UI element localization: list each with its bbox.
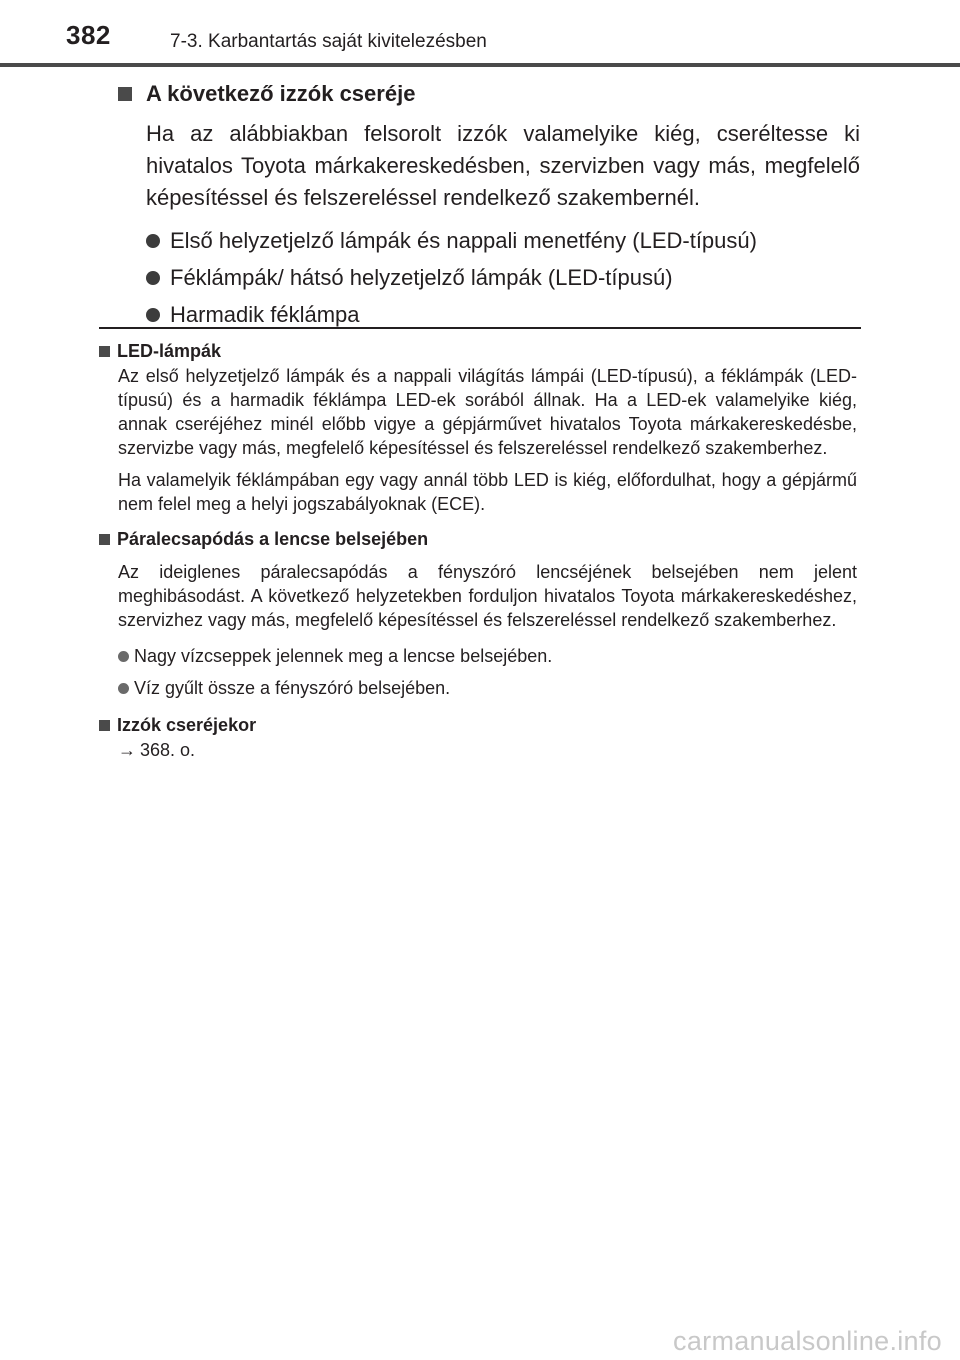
header-rule xyxy=(0,63,960,67)
list-item-text: Nagy vízcseppek jelennek meg a lencse belsejében. xyxy=(134,645,553,666)
arrow-right-icon: → xyxy=(118,740,136,760)
square-bullet-icon xyxy=(118,87,132,101)
round-bullet-icon xyxy=(146,308,160,322)
note-heading-condensation xyxy=(99,526,857,552)
note-paragraph: Az első helyzetjelző lámpák és a nappali világítás lámpái (LED-típusú), a féklámpák (LED-típusú) és a harmadik féklámpa LED-ek sorából állnak. Ha a LED-ek valamelyike kiég, annak cseréjéhez minél előbb vigye a gépjárművet hivatalos Toyota márkakereskedésbe, szervizbe vagy más, megfelelő képesítéssel és felszereléssel rendelkező szakemberhez. xyxy=(118,366,857,458)
list-item-text: Víz gyűlt össze a fényszóró belsejében. xyxy=(134,677,451,698)
watermark: carmanualsonline.info xyxy=(673,1326,942,1356)
square-bullet-icon xyxy=(99,534,110,545)
page-header xyxy=(0,0,960,70)
main-section xyxy=(118,78,860,333)
main-heading-text: A következő izzók cseréje xyxy=(146,81,416,106)
note-paragraph: Az ideiglenes páralecsapódás a fényszóró lencséjének belsejében nem jelent meghibásodást. A következő helyzetekben forduljon hivatalos Toyota márkakereskedéshez, szervizhez vagy más, megfelelő képesítéssel és felszereléssel rendelkező szakemberhez. xyxy=(118,562,857,630)
page-reference-text: 368. o. xyxy=(140,740,196,760)
list-item xyxy=(118,672,857,704)
round-bullet-icon xyxy=(118,683,129,694)
round-bullet-icon xyxy=(146,271,160,285)
list-item-text: Féklámpák/ hátsó helyzetjelző lámpák (LED-típusú) xyxy=(170,264,673,290)
note-heading-text: LED-lámpák xyxy=(117,340,222,361)
list-item xyxy=(118,640,857,672)
square-bullet-icon xyxy=(99,720,110,731)
round-bullet-icon xyxy=(146,234,160,248)
note-heading-led xyxy=(99,338,857,364)
section-divider xyxy=(99,327,861,329)
list-item xyxy=(146,222,860,259)
bulb-list xyxy=(146,222,860,333)
list-item-text: Első helyzetjelző lámpák és nappali menetfény (LED-típusú) xyxy=(170,227,757,253)
note-paragraph: Ha valamelyik féklámpában egy vagy annál több LED is kiég, előfordulhat, hogy a gépjármű nem felel meg a helyi jogszabályoknak (ECE). xyxy=(118,470,857,514)
notes-section xyxy=(99,338,857,762)
main-heading xyxy=(118,78,860,110)
page-reference xyxy=(118,738,857,762)
main-paragraph: Ha az alábbiakban felsorolt izzók valamelyike kiég, cseréltesse ki hivatalos Toyota márkakereskedésben, szervizben vagy más, megfelelő képesítéssel és felszereléssel rendelkező szakembernél. xyxy=(146,121,860,210)
note-heading-replacing xyxy=(99,712,857,738)
page-number: 382 xyxy=(66,20,111,50)
round-bullet-icon xyxy=(118,651,129,662)
section-title: 7-3. Karbantartás saját kivitelezésben xyxy=(170,31,487,52)
list-item-text: Harmadik féklámpa xyxy=(170,301,360,327)
note-heading-text: Páralecsapódás a lencse belsejében xyxy=(117,528,429,549)
list-item xyxy=(146,259,860,296)
square-bullet-icon xyxy=(99,346,110,357)
note-heading-text: Izzók cseréjekor xyxy=(117,714,257,735)
